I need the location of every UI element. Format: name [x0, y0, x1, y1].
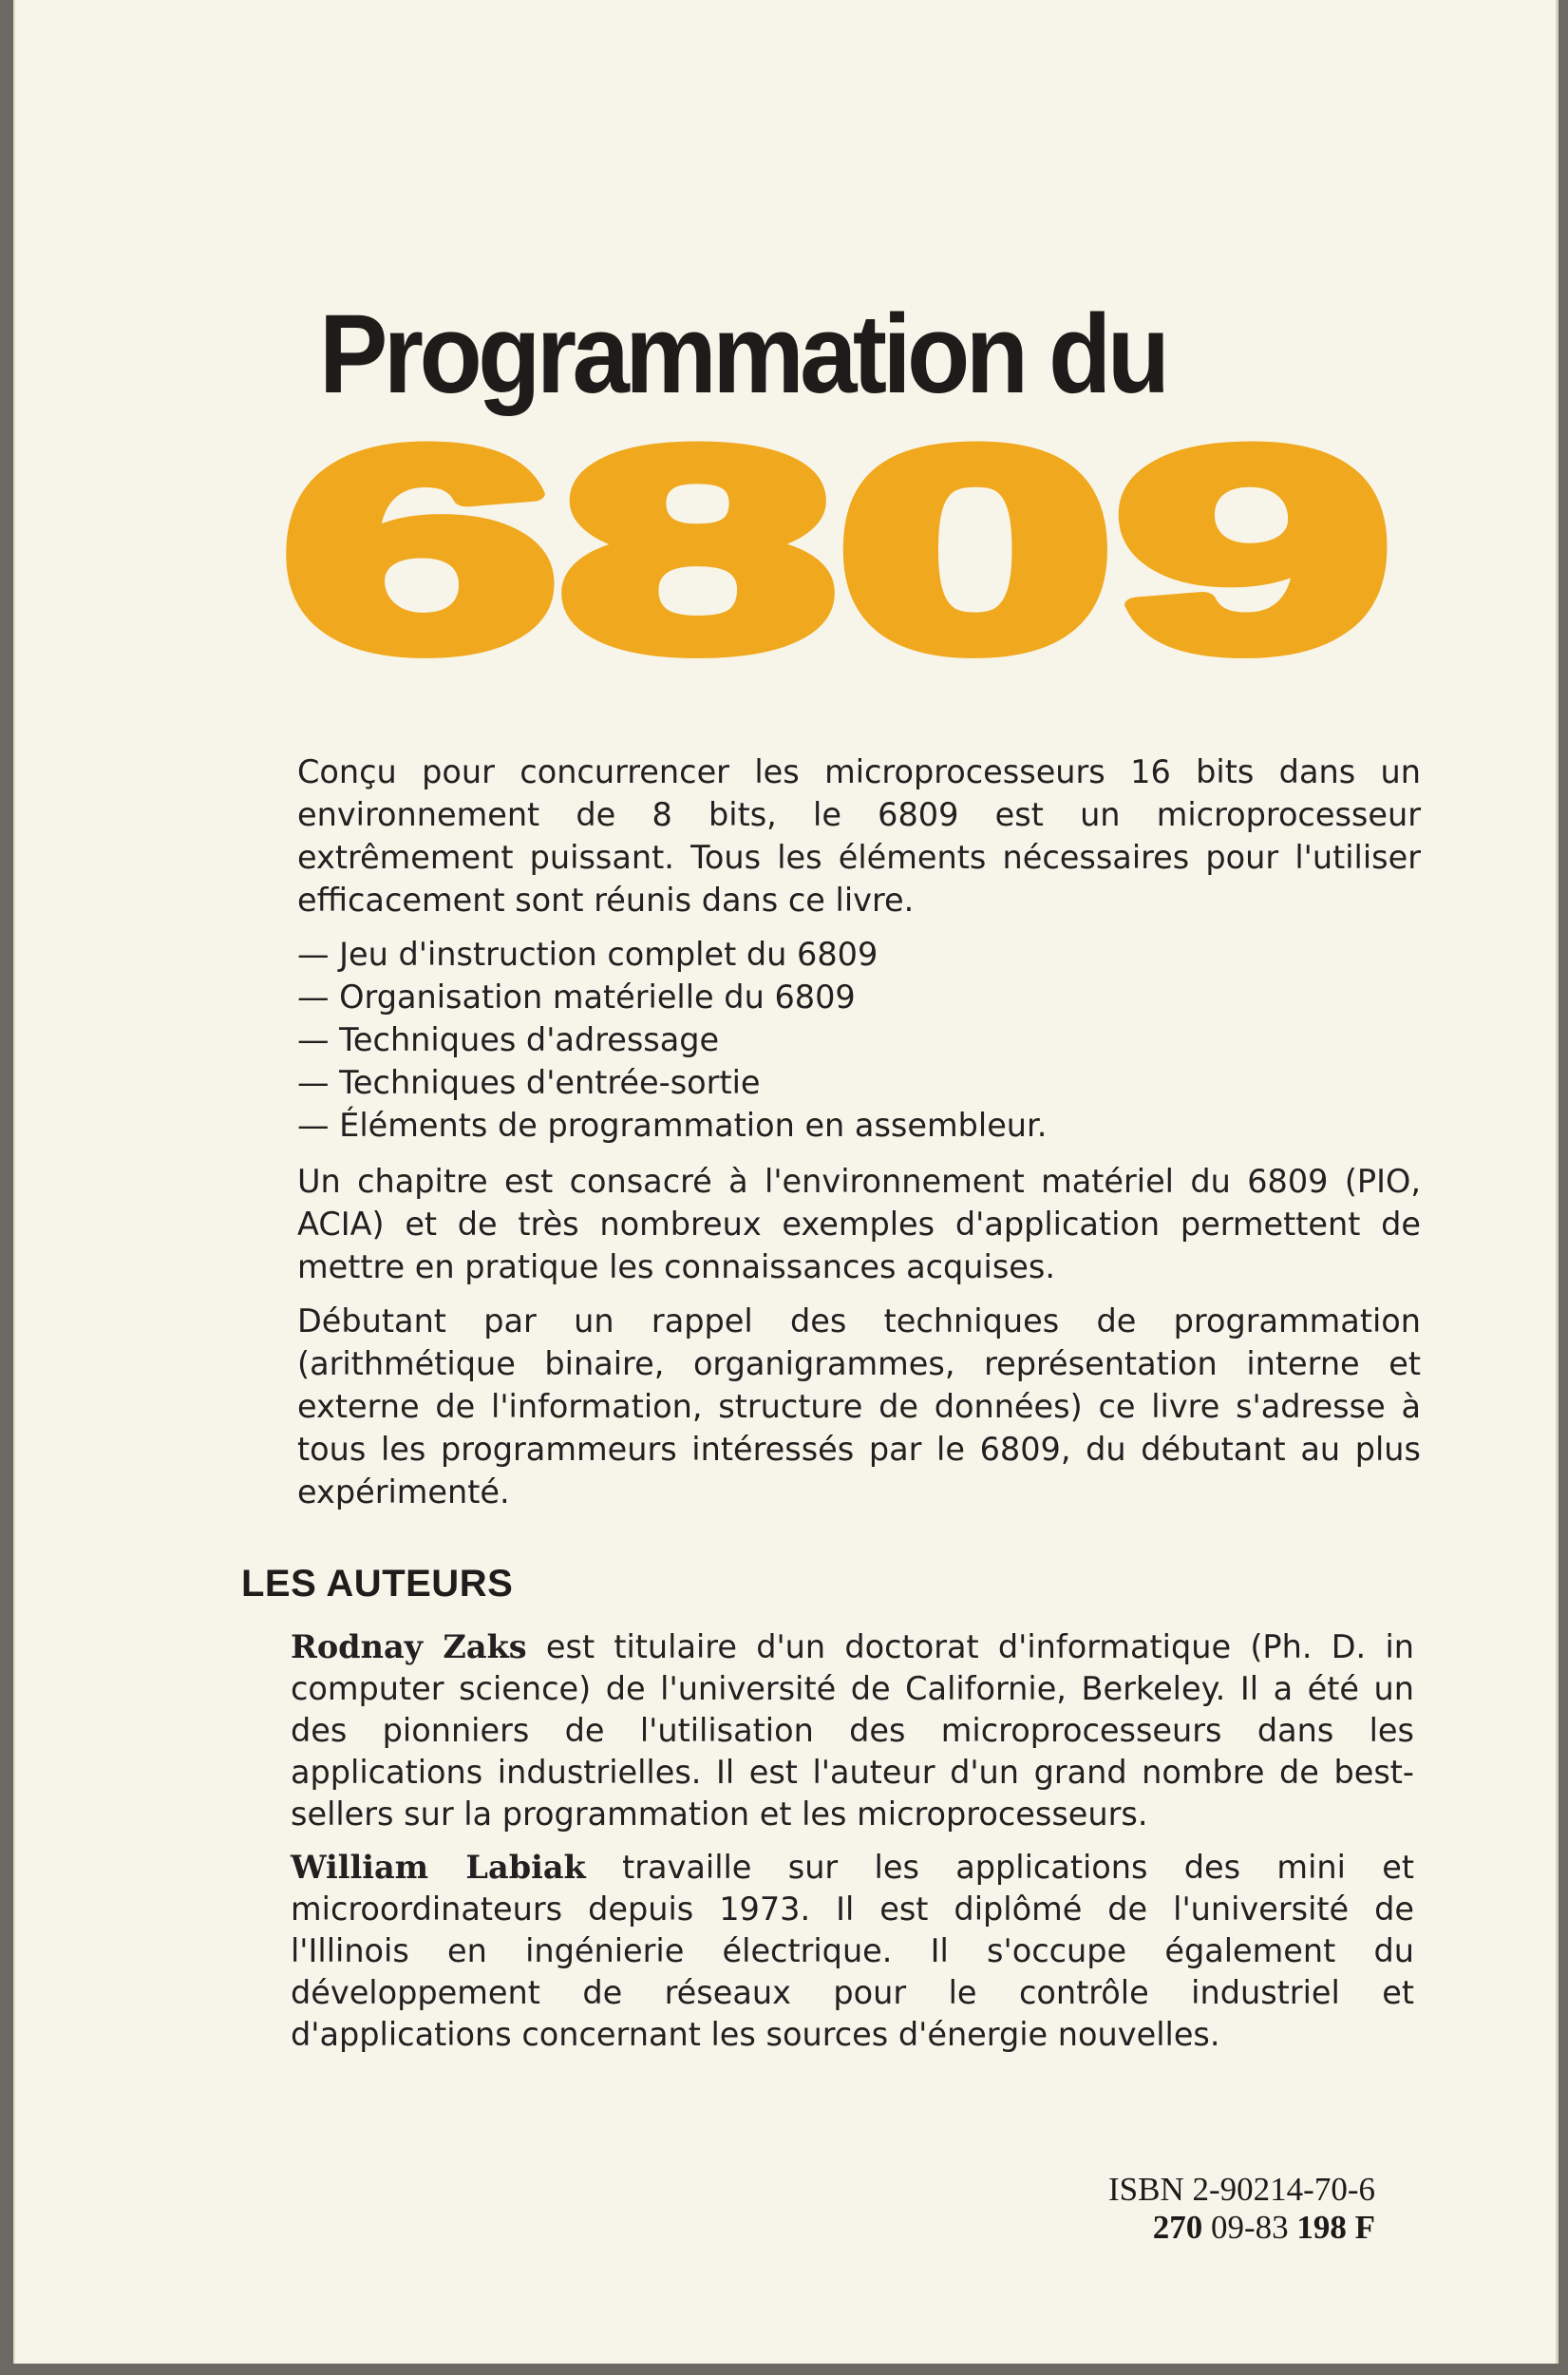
- hardware-paragraph: Un chapitre est consacré à l'environnement matériel du 6809 (PIO, ACIA) et de très nombreux exemples d'application permettent de mettre en pratique les connaissances acquises.: [297, 1163, 1421, 1285]
- features-list: [297, 933, 1421, 1147]
- title-number-graphic: [276, 428, 1397, 674]
- author-name: William Labiak: [291, 1849, 586, 1886]
- author-bio: [291, 1847, 1414, 2056]
- author-bio-text: travaille sur les applications des mini et microordinateurs depuis 1973. Il est diplômé de l'université de l'Illinois en ingénierie électrique. Il s'occupe également du développement de réseaux pour le contrôle industriel et d'applications concernant les sources d'énergie nouvelles.: [291, 1849, 1414, 2053]
- book-back-cover: [13, 0, 1559, 2364]
- author-bio: [291, 1626, 1414, 1835]
- list-item: — Organisation matérielle du 6809: [297, 978, 856, 1016]
- authors-heading: LES AUTEURS: [241, 1563, 514, 1605]
- title-number-text: 6809: [281, 428, 1392, 674]
- authors-section: [291, 1626, 1414, 2067]
- list-item: — Techniques d'adressage: [297, 1021, 720, 1058]
- list-item: — Techniques d'entrée-sortie: [297, 1064, 761, 1101]
- list-item: — Jeu d'instruction complet du 6809: [297, 936, 878, 973]
- isbn-block: [1108, 2171, 1375, 2247]
- audience-paragraph: Débutant par un rappel des techniques de programmation (arithmétique binaire, organigrammes, représentation interne et externe de l'information, structure de données) ce livre s'adresse à tous les programmeurs intéressés par le 6809, du débutant au plus expérimenté.: [297, 1302, 1421, 1510]
- code-b: 09-83: [1202, 2209, 1297, 2246]
- price: 198 F: [1296, 2209, 1375, 2246]
- title-number: [276, 428, 1397, 674]
- author-name: Rodnay Zaks: [291, 1628, 527, 1665]
- author-bio-text: est titulaire d'un doctorat d'informatique (Ph. D. in computer science) de l'université de Californie, Berkeley. Il a été un des pionniers de l'utilisation des microprocesseurs dans les applications industrielles. Il est l'auteur d'un grand nombre de best-sellers sur la programmation et les microprocesseurs.: [291, 1628, 1414, 1833]
- description: [297, 750, 1421, 1525]
- list-item: — Éléments de programmation en assembleur.: [297, 1107, 1048, 1144]
- code-a: 270: [1152, 2209, 1203, 2246]
- book-title: Programmation du: [319, 292, 1166, 417]
- price-line: [1108, 2209, 1375, 2247]
- intro-paragraph: Conçu pour concurrencer les microprocesseurs 16 bits dans un environnement de 8 bits, le 6809 est un microprocesseur extrêmement puissant. Tous les éléments nécessaires pour l'utiliser efficacement sont réunis dans ce livre.: [297, 753, 1421, 919]
- isbn: ISBN 2-90214-70-6: [1108, 2171, 1375, 2208]
